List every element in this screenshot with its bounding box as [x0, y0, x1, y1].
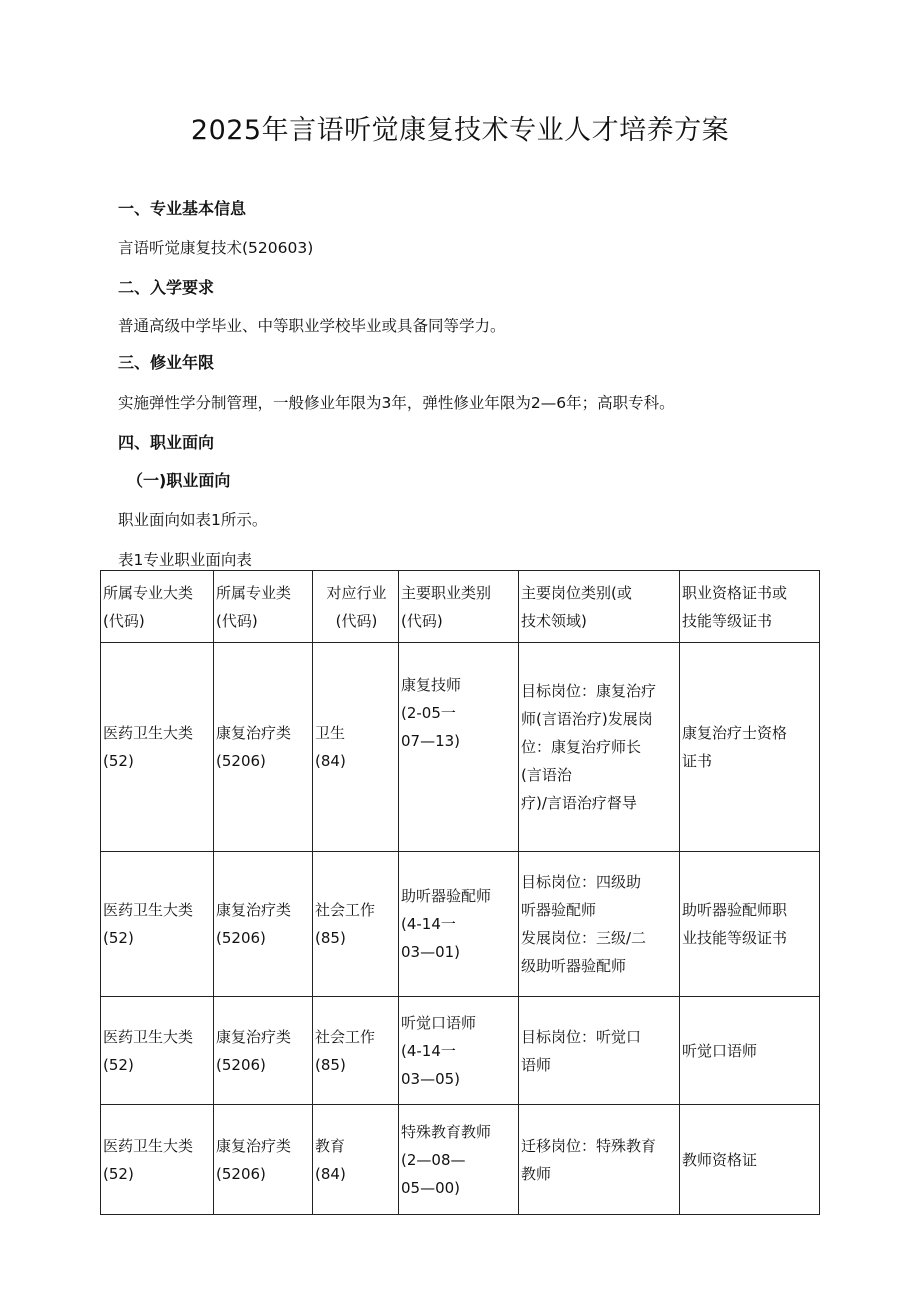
header-cell-major-class: 所属专业类 (代码) [214, 571, 313, 643]
section-heading-admission: 二、入学要求 [118, 278, 215, 297]
subsection-heading-career: （一)职业面向 [127, 471, 231, 490]
table-cell: 社会工作 (85) [313, 852, 399, 997]
document-title: 2025年言语听觉康复技术专业人才培养方案 [190, 115, 730, 146]
duration-text: 实施弹性学分制管理，一般修业年限为3年，弹性修业年限为2—6年；高职专科。 [118, 394, 675, 412]
table-cell: 康复治疗类 (5206) [214, 997, 313, 1105]
section-heading-duration: 三、修业年限 [118, 353, 215, 372]
header-cell-position: 主要岗位类别(或 技术领域) [519, 571, 680, 643]
major-name-code: 言语听觉康复技术(520603) [118, 239, 314, 257]
table-cell: 听觉口语师 [680, 997, 820, 1105]
table-cell: 康复治疗士资格 证书 [680, 643, 820, 852]
table-cell: 助听器验配师职 业技能等级证书 [680, 852, 820, 997]
admission-requirement-text: 普通高级中学毕业、中等职业学校毕业或具备同等学力。 [118, 317, 506, 335]
table-cell: 医药卫生大类 (52) [101, 1105, 214, 1215]
table-row [101, 1105, 820, 1215]
section-heading-career: 四、职业面向 [118, 433, 215, 452]
table-row [101, 643, 820, 852]
table-cell: 康复技师 (2-05一 07—13) [399, 643, 519, 852]
header-cell-major-category: 所属专业大类 (代码) [101, 571, 214, 643]
table-cell: 迁移岗位：特殊教育 教师 [519, 1105, 680, 1215]
table-cell: 特殊教育教师 (2—08— 05—00) [399, 1105, 519, 1215]
table-cell: 社会工作 (85) [313, 997, 399, 1105]
table-cell: 目标岗位：听觉口 语师 [519, 997, 680, 1105]
table-cell: 康复治疗类 (5206) [214, 643, 313, 852]
table-header-row [101, 571, 820, 643]
career-intro-text: 职业面向如表1所示。 [118, 511, 268, 529]
table-cell: 医药卫生大类 (52) [101, 852, 214, 997]
table-caption: 表1专业职业面向表 [118, 551, 252, 569]
table-cell: 医药卫生大类 (52) [101, 997, 214, 1105]
header-cell-certificate: 职业资格证书或 技能等级证书 [680, 571, 820, 643]
table-cell: 康复治疗类 (5206) [214, 852, 313, 997]
header-cell-industry: 对应行业 (代码) [313, 571, 399, 643]
table-cell: 目标岗位：四级助 听器验配师 发展岗位：三级/二 级助听器验配师 [519, 852, 680, 997]
table-cell: 医药卫生大类 (52) [101, 643, 214, 852]
table-cell: 听觉口语师 (4-14一 03—05) [399, 997, 519, 1105]
table-row [101, 997, 820, 1105]
table-cell: 康复治疗类 (5206) [214, 1105, 313, 1215]
header-cell-occupation: 主要职业类别 (代码) [399, 571, 519, 643]
table-cell: 教师资格证 [680, 1105, 820, 1215]
table-cell: 卫生 (84) [313, 643, 399, 852]
table-cell: 目标岗位：康复治疗 师(言语治疗)发展岗 位：康复治疗师长 (言语治 疗)/言语治疗督导 [519, 643, 680, 852]
section-heading-basic-info: 一、专业基本信息 [118, 199, 247, 218]
table-cell: 教育 (84) [313, 1105, 399, 1215]
table-row [101, 852, 820, 997]
career-orientation-table [100, 570, 820, 1215]
table-cell: 助听器验配师 (4-14一 03—01) [399, 852, 519, 997]
